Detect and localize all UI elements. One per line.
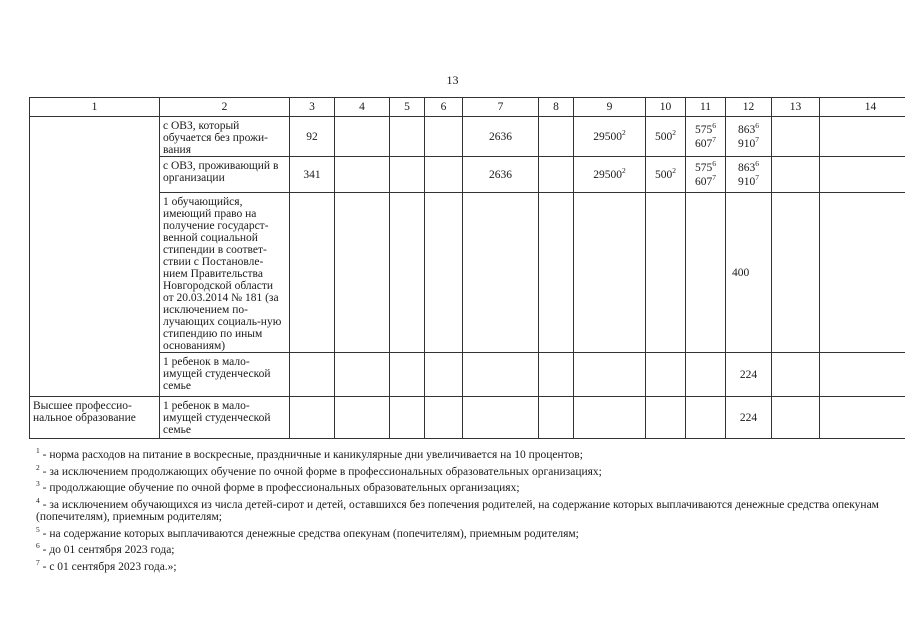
value-cell: 224 [726,397,772,439]
education-level-cell [30,117,160,397]
footnote-mark: 3 [36,479,40,489]
empty-cell [335,157,390,193]
empty-cell [646,193,686,353]
value-cell: 2636 [463,117,539,157]
value-text: 29500 [593,130,622,143]
footnote-text: - за исключением продолжающих обучение по очной форме в профессиональных образовательных организациях; [39,465,602,478]
value-cell [574,157,646,193]
footnote-text: - до 01 сентября 2023 года; [39,544,175,556]
column-header: 8 [539,98,574,117]
footnote-mark: 4 [36,495,40,505]
footnote-ref: 2 [672,165,676,175]
column-header: 7 [463,98,539,117]
empty-cell [335,353,390,397]
empty-cell [820,397,905,439]
column-header: 1 [30,98,160,117]
value-cell: 400 [726,193,772,353]
value-text: 500 [655,130,673,143]
footnote [36,446,888,462]
value-text: 910 [738,137,756,150]
footnote [36,541,888,557]
value-text: 910 [738,175,756,188]
footnote [36,524,888,541]
value-cell [646,117,686,157]
empty-cell [686,397,726,439]
empty-cell [425,353,463,397]
category-cell: с ОВЗ, проживающий в организации [160,157,290,193]
column-header: 5 [390,98,425,117]
empty-cell [574,353,646,397]
empty-cell [335,397,390,439]
value-text: 863 [738,123,756,136]
column-header: 13 [772,98,820,117]
empty-cell [820,117,905,157]
footnote-mark: 5 [36,524,40,534]
empty-cell [290,193,335,353]
empty-cell [539,397,574,439]
column-header: 3 [290,98,335,117]
empty-cell [425,157,463,193]
column-header: 14 [820,98,905,117]
column-header: 6 [425,98,463,117]
empty-cell [646,397,686,439]
value-cell: 341 [290,157,335,193]
empty-cell [820,193,905,353]
empty-cell [574,397,646,439]
value-cell [574,117,646,157]
empty-cell [463,193,539,353]
footnote-ref: 6 [755,158,759,168]
value-cell [726,117,772,157]
empty-cell [686,353,726,397]
education-level-cell: Высшее профессио-нальное образование [30,397,160,439]
footnote-text: - за исключением обучающихся из числа детей-сирот и детей, оставшихся без попечения родителей, на содержание которых выплачиваются денежные средства опекунам (попечителям), приемным родителям; [36,498,879,523]
value-text: 575 [695,123,713,136]
footnote-ref: 6 [712,120,716,130]
value-text: 500 [655,168,673,181]
column-header: 12 [726,98,772,117]
empty-cell [390,353,425,397]
category-cell: 1 ребенок в мало-имущей студенческой семье [160,397,290,439]
value-cell: 2636 [463,157,539,193]
empty-cell [390,193,425,353]
empty-cell [425,117,463,157]
footnote-mark: 1 [36,446,40,456]
footnote-mark: 7 [36,557,40,567]
empty-cell [539,353,574,397]
empty-cell [646,353,686,397]
footnote-ref: 7 [755,172,759,182]
column-header: 11 [686,98,726,117]
footnote [36,557,888,574]
table-header-row [30,98,905,117]
value-stack [695,158,716,189]
footnote-text: - норма расходов на питание в воскресные, праздничные и каникулярные дни увеличивается на 10 процентов; [39,449,583,461]
footnotes [36,446,888,577]
footnote [36,479,888,495]
empty-cell [820,157,905,193]
footnote-text: - продолжающие обучение по очной форме в профессиональных образовательных организациях; [39,482,520,494]
footnote-ref: 7 [712,134,716,144]
table-row [30,157,905,193]
value-cell [686,117,726,157]
empty-cell [772,193,820,353]
footnote-ref: 2 [622,165,626,175]
empty-cell [772,353,820,397]
empty-cell [539,117,574,157]
footnote [36,462,888,479]
category-cell: 1 обучающийся, имеющий право на получение государст-венной социальной стипендии в соответ-ствии с Постановле-нием Правительства Новгородской области от 20.03.2014 № 181 (за исключением по-лучающих социаль-ную стипендию по иным основаниям) [160,193,290,353]
empty-cell [390,157,425,193]
empty-cell [686,193,726,353]
empty-cell [772,117,820,157]
expense-norms-table [29,97,905,439]
value-cell: 92 [290,117,335,157]
category-cell: с ОВЗ, который обучается без прожи-вания [160,117,290,157]
empty-cell [290,353,335,397]
column-header: 10 [646,98,686,117]
value-text: 575 [695,161,713,174]
value-text: 863 [738,161,756,174]
empty-cell [539,157,574,193]
footnote-ref: 6 [712,158,716,168]
value-cell [686,157,726,193]
value-text: 607 [695,137,713,150]
empty-cell [463,353,539,397]
value-stack [695,120,716,151]
footnote-mark: 2 [36,462,40,472]
empty-cell [335,193,390,353]
value-stack [738,158,759,189]
footnote-ref: 7 [712,172,716,182]
table-row [30,193,905,353]
value-cell [646,157,686,193]
footnote-ref: 2 [672,127,676,137]
value-stack [738,120,759,151]
page-number: 13 [446,73,459,87]
empty-cell [425,397,463,439]
footnote-ref: 7 [755,134,759,144]
value-text: 29500 [593,168,622,181]
empty-cell [425,193,463,353]
table-row [30,353,905,397]
category-cell: 1 ребенок в мало-имущей студенческой семье [160,353,290,397]
footnote-ref: 6 [755,120,759,130]
footnote-ref: 2 [622,127,626,137]
empty-cell [772,157,820,193]
empty-cell [335,117,390,157]
column-header: 9 [574,98,646,117]
value-text: 607 [695,175,713,188]
empty-cell [463,397,539,439]
empty-cell [290,397,335,439]
footnote-text: - на содержание которых выплачиваются денежные средства опекунам (попечителям), приемным родителям; [39,527,579,540]
table-row [30,117,905,157]
table-row [30,397,905,439]
value-cell [726,157,772,193]
empty-cell [390,117,425,157]
empty-cell [539,193,574,353]
footnote [36,495,888,524]
column-header: 4 [335,98,390,117]
column-header: 2 [160,98,290,117]
empty-cell [820,353,905,397]
empty-cell [390,397,425,439]
empty-cell [772,397,820,439]
footnote-mark: 6 [36,541,40,551]
value-cell: 224 [726,353,772,397]
empty-cell [574,193,646,353]
footnote-text: - с 01 сентября 2023 года.»; [39,560,177,573]
